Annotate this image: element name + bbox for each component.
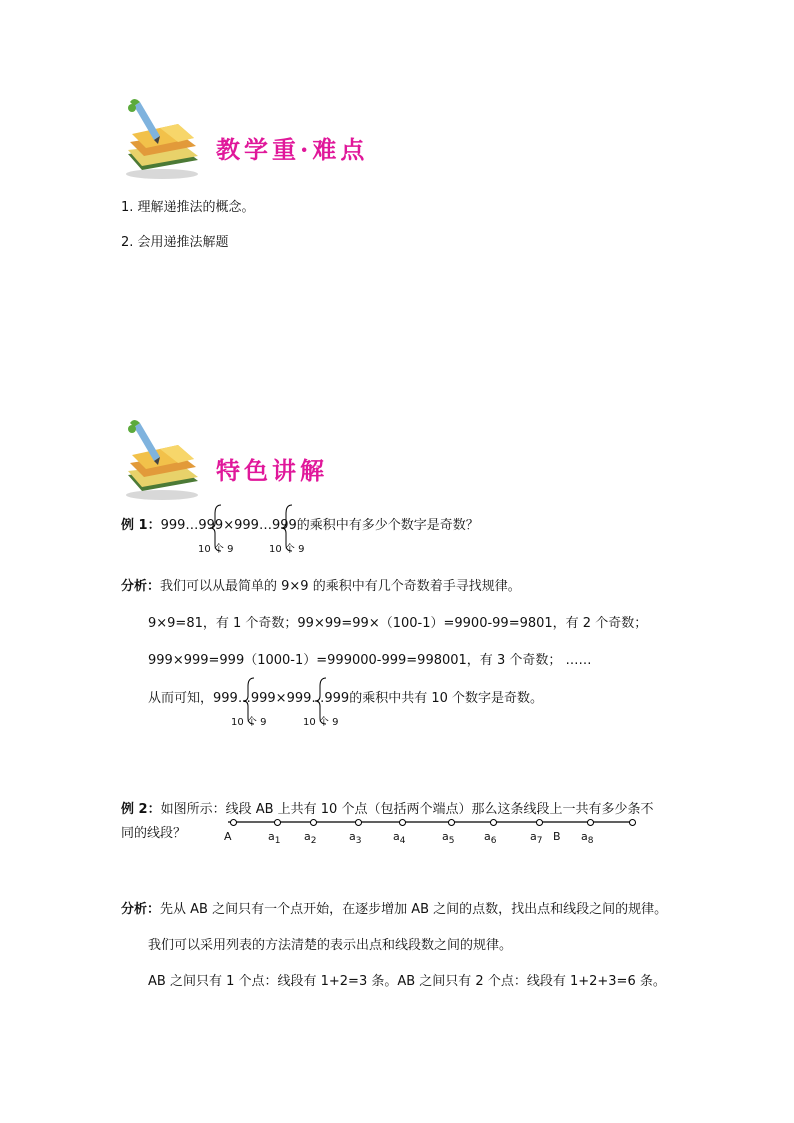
question-text: 的乘积中有多少个数字是奇数？ [296, 518, 479, 533]
conclusion-post: 的乘积中共有 10 个数字是奇数。 [349, 691, 544, 706]
segment-end-point [629, 819, 636, 826]
analysis-label: 分析： [121, 579, 161, 594]
segment-point-label: $a_8$ [581, 830, 594, 846]
brace-note: 10 个 9 [269, 544, 305, 555]
example-label: 例 2： [121, 802, 161, 817]
times-sign: × [275, 691, 287, 706]
segment-point [230, 819, 237, 826]
example-1-line-2: 999×999=999（1000-1）=999000-999=998001，有 3 个奇数； …… [148, 653, 592, 668]
segment-point-label: B [553, 830, 561, 843]
example-2-line-3: 我们可以采用列表的方法清楚的表示出点和线段数之间的规律。 [148, 938, 513, 953]
example-2-text: 如图所示：线段 AB 上共有 10 个点（包括两个端点）那么这条线段上一共有多少条不 [160, 802, 654, 817]
segment-point [448, 819, 455, 826]
section-title: 教学重·难点 [216, 135, 369, 164]
factor-2: 999…999 [234, 518, 297, 533]
segment-point [399, 819, 406, 826]
analysis-label: 分析： [121, 902, 161, 917]
segment-point-label: $a_2$ [304, 830, 317, 846]
example-label: 例 1： [121, 518, 161, 533]
brace-note: 10 个 9 [198, 544, 234, 555]
analysis-2 [121, 902, 667, 918]
brace-note: 10 个 9 [231, 717, 267, 728]
key-point-item-1: 1. 理解递推法的概念。 [121, 200, 255, 215]
segment-point-label: $a_6$ [484, 830, 497, 846]
example-1-line-1: 9×9=81，有 1 个奇数；99×99=99×（100-1）=9900-99=9801，有 2 个奇数； [148, 616, 648, 631]
conclusion-pre: 从而可知， [148, 691, 214, 706]
section-title: 特色讲解 [216, 456, 328, 485]
segment-point-label: $a_3$ [349, 830, 362, 846]
example-2-line-4: AB 之间只有 1 个点：线段有 1+2=3 条。AB 之间只有 2 个点：线段有 1+2+3=6 条。 [148, 974, 666, 989]
brace-note: 10 个 9 [303, 717, 339, 728]
factor-1: 999…999 [160, 518, 224, 533]
segment-point [587, 819, 594, 826]
segment-point-label: $a_7$ [530, 830, 543, 846]
analysis-text: 先从 AB 之间只有一个点开始，在逐步增加 AB 之间的点数，找出点和线段之间的规律。 [160, 902, 668, 917]
segment-point-label: A [224, 830, 232, 843]
segment-point [490, 819, 497, 826]
segment-point-label: $a_1$ [268, 830, 281, 846]
segment-point-label: $a_4$ [393, 830, 406, 846]
conclusion-expr-1: 999…999 [213, 691, 276, 706]
segment-point [310, 819, 317, 826]
example-2-line-2: 同的线段？ [121, 826, 187, 841]
analysis-text: 我们可以从最简单的 9×9 的乘积中有几个奇数着手寻找规律。 [160, 579, 521, 594]
key-point-item-2: 2. 会用递推法解题 [121, 235, 229, 250]
conclusion-expr-2: 999…999 [286, 691, 350, 706]
segment-point [355, 819, 362, 826]
times-sign: × [223, 518, 235, 533]
segment-point [536, 819, 543, 826]
segment-point-label: $a_5$ [442, 830, 455, 846]
segment-point [274, 819, 281, 826]
